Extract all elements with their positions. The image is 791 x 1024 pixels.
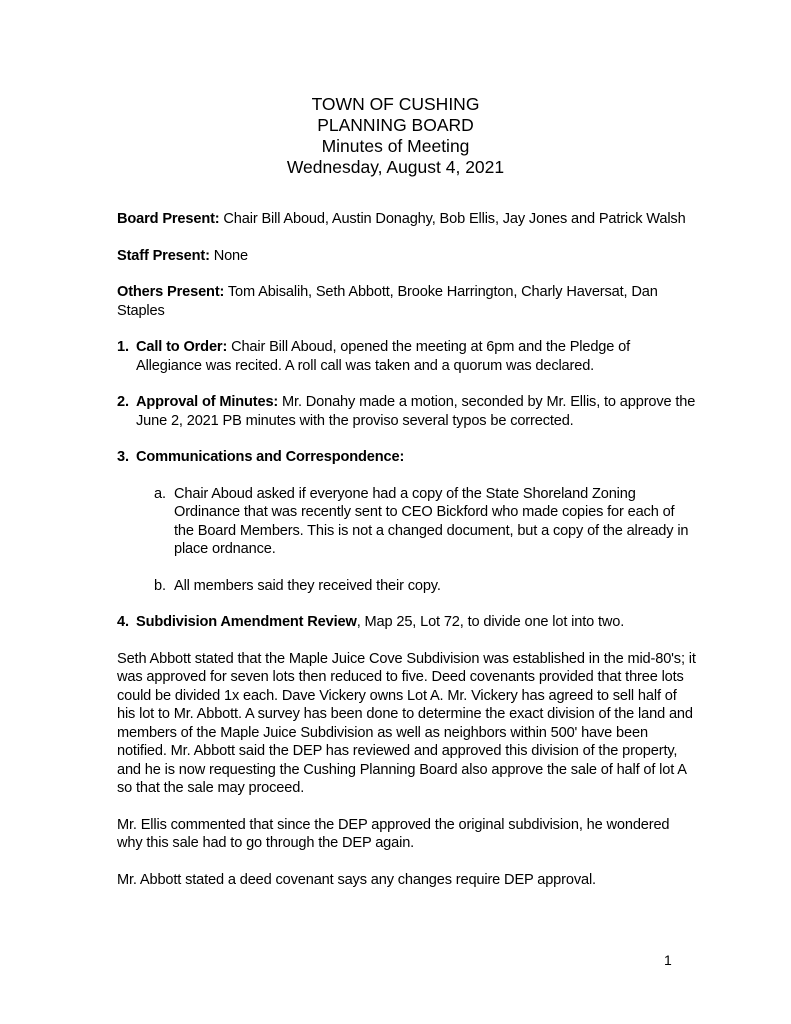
- item-label: Communications and Correspondence:: [136, 449, 405, 465]
- item-number: 4.: [117, 614, 129, 630]
- header-date: Wednesday, August 4, 2021: [286, 157, 505, 177]
- header-town: TOWN OF CUSHING: [311, 94, 480, 114]
- item-label: Subdivision Amendment Review: [136, 614, 357, 630]
- board-present-label: Board Present:: [117, 211, 220, 227]
- item-approval-of-minutes: [117, 393, 697, 430]
- sub-item-letter: b.: [154, 577, 166, 594]
- staff-present-text: None: [213, 247, 248, 264]
- item-number: 1.: [117, 339, 129, 355]
- item-text: Mr. Donahy made a motion, seconded by Mr. Ellis, to approve the June 2, 2021 PB minutes with the proviso several typos be corrected.: [136, 394, 696, 429]
- board-present: [117, 210, 697, 229]
- item-number: 3.: [117, 449, 129, 465]
- item-call-to-order: [117, 338, 697, 375]
- item-text: Chair Bill Aboud, opened the meeting at 6pm and the Pledge of Allegiance was recited. A roll call was taken and a quorum was declared.: [136, 339, 631, 374]
- page-number: 1: [664, 952, 672, 968]
- document-body: [117, 210, 697, 907]
- others-present: [117, 283, 697, 320]
- paragraph-ellis-comment: Mr. Ellis commented that since the DEP approved the original subdivision, he wondered why this sale had to go through the DEP again.: [117, 816, 670, 851]
- item-subdivision-review: [117, 613, 697, 632]
- sub-item-text: Chair Aboud asked if everyone had a copy of the State Shoreland Zoning Ordinance that was recently sent to CEO Bickford who made copies for each of the Board Members. This is not a changed document, but a copy of the already in place ordnance.: [174, 485, 689, 557]
- item-text: , Map 25, Lot 72, to divide one lot into two.: [356, 614, 625, 630]
- paragraph-deed-covenant: Mr. Abbott stated a deed covenant says any changes require DEP approval.: [117, 871, 596, 888]
- item-label: Approval of Minutes:: [136, 394, 279, 410]
- header-doc-type: Minutes of Meeting: [321, 136, 470, 156]
- sub-item-text: All members said they received their copy.: [174, 577, 441, 594]
- staff-present: [117, 247, 697, 266]
- sub-item-a: [117, 485, 697, 559]
- header-board: PLANNING BOARD: [317, 115, 474, 135]
- others-present-label: Others Present:: [117, 284, 225, 300]
- sub-item-b: [117, 577, 697, 596]
- others-present-text: Tom Abisalih, Seth Abbott, Brooke Harrington, Charly Haversat, Dan Staples: [117, 284, 658, 319]
- item-label: Call to Order:: [136, 339, 228, 355]
- staff-present-label: Staff Present:: [117, 247, 210, 264]
- item-communications: [117, 448, 697, 467]
- item-number: 2.: [117, 394, 129, 410]
- sub-item-letter: a.: [154, 485, 166, 502]
- paragraph-abbott-statement: Seth Abbott stated that the Maple Juice Cove Subdivision was established in the mid-80's; it was approved for seven lots then reduced to five. Deed covenants provided that three lots could be divided 1x each. Dave Vickery owns Lot A. Mr. Vickery has agreed to sell half of his lot to Mr. Abbott. A survey has been done to determine the exact division of the land and members of the Maple Juice Subdivision as well as neighbors within 500' have been notified. Mr. Abbott said the DEP has reviewed and approved this division of the property, and he is now requesting the Cushing Planning Board also approve the sale of half of lot A so that the sale may proceed.: [117, 650, 696, 796]
- document-header: [0, 94, 791, 178]
- board-present-text: Chair Bill Aboud, Austin Donaghy, Bob Ellis, Jay Jones and Patrick Walsh: [223, 211, 686, 227]
